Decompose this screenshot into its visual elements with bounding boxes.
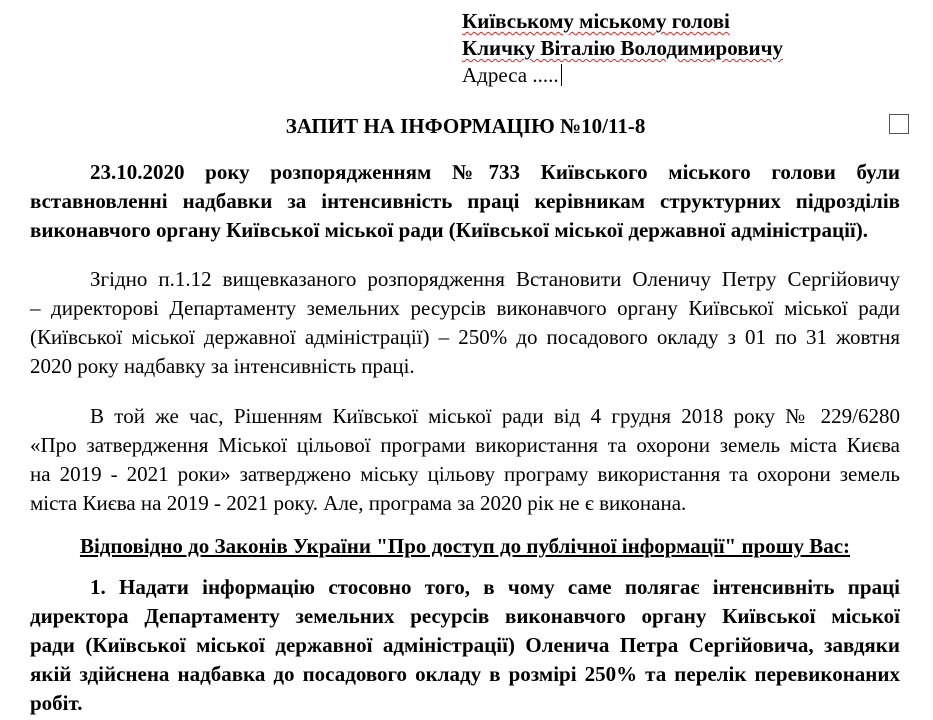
paragraph-5-line: якій здійснена надбавка до посадового окладу в розмірі 250% та перелік перевиконаних — [30, 662, 900, 686]
request-heading: Відповідно до Законів України "Про доступ до публічної інформації" прошу Вас: — [79, 534, 851, 558]
addressee-block — [462, 8, 783, 89]
addressee-address-line[interactable] — [462, 62, 783, 89]
paragraph-2-line: 2020 року надбавку за інтенсивність праці. — [30, 354, 415, 378]
paragraph-2 — [30, 265, 900, 381]
address-text: Адреса ..... — [462, 63, 559, 87]
paragraph-1-line: 23.10.2020 року розпорядженням №733 Київського міського голови були — [90, 160, 900, 184]
paragraph-5 — [30, 573, 900, 718]
paragraph-3-line: В той же час, Рішенням Київської міської ради від 4 грудня 2018 року № 229/6280 — [90, 404, 900, 428]
paragraph-5-line: ради (Київської міської державної адміністрації) Оленича Петра Сергійовича, завдяки — [30, 633, 900, 657]
paragraph-2-line: Згідно п.1.12 вищевказаного розпорядження Встановити Оленичу Петру Сергійовичу — [90, 267, 900, 291]
paragraph-2-line: – директорові Департаменту земельних ресурсів виконавчого органу Київської міської ради — [30, 296, 900, 320]
paragraph-5-line: робіт. — [30, 691, 83, 715]
document-title: ЗАПИТ НА ІНФОРМАЦІЮ №10/11-8 — [285, 114, 646, 138]
addressee-line-1: Київському міському голові — [462, 9, 730, 33]
paragraph-3-line: міста Києва на 2019 - 2021 року. Але, програма за 2020 рік не є виконана. — [30, 491, 687, 515]
paragraph-3-line: «Про затвердження Міської цільової програми використання та охорони земель міста Києва — [30, 433, 900, 457]
paragraph-3 — [30, 402, 900, 518]
paragraph-1-line: виконавчого органу Київської міської ради (Київської міської державної адміністрації). — [30, 218, 869, 242]
paragraph-1 — [30, 158, 900, 245]
layout-options-checkbox[interactable] — [889, 114, 909, 134]
paragraph-3-line: на 2019 - 2021 роки» затверджено міську цільову програму використання та охорони земель — [30, 462, 900, 486]
paragraph-5-line: директора Департаменту земельних ресурсів виконавчого органу Київської міської — [30, 604, 900, 628]
text-cursor — [561, 64, 562, 86]
paragraph-1-line: вставновленні надбавки за інтенсивність праці керівникам структурних підрозділів — [30, 189, 900, 213]
addressee-line-2: Кличку Віталію Володимировичу — [462, 36, 783, 60]
paragraph-5-line: 1. Надати інформацію стосовно того, в чому саме полягає інтенсивніть праці — [90, 575, 900, 599]
paragraph-2-line: (Київської міської державної адміністрації) – 250% до посадового окладу з 01 по 31 жовтня — [30, 325, 900, 349]
